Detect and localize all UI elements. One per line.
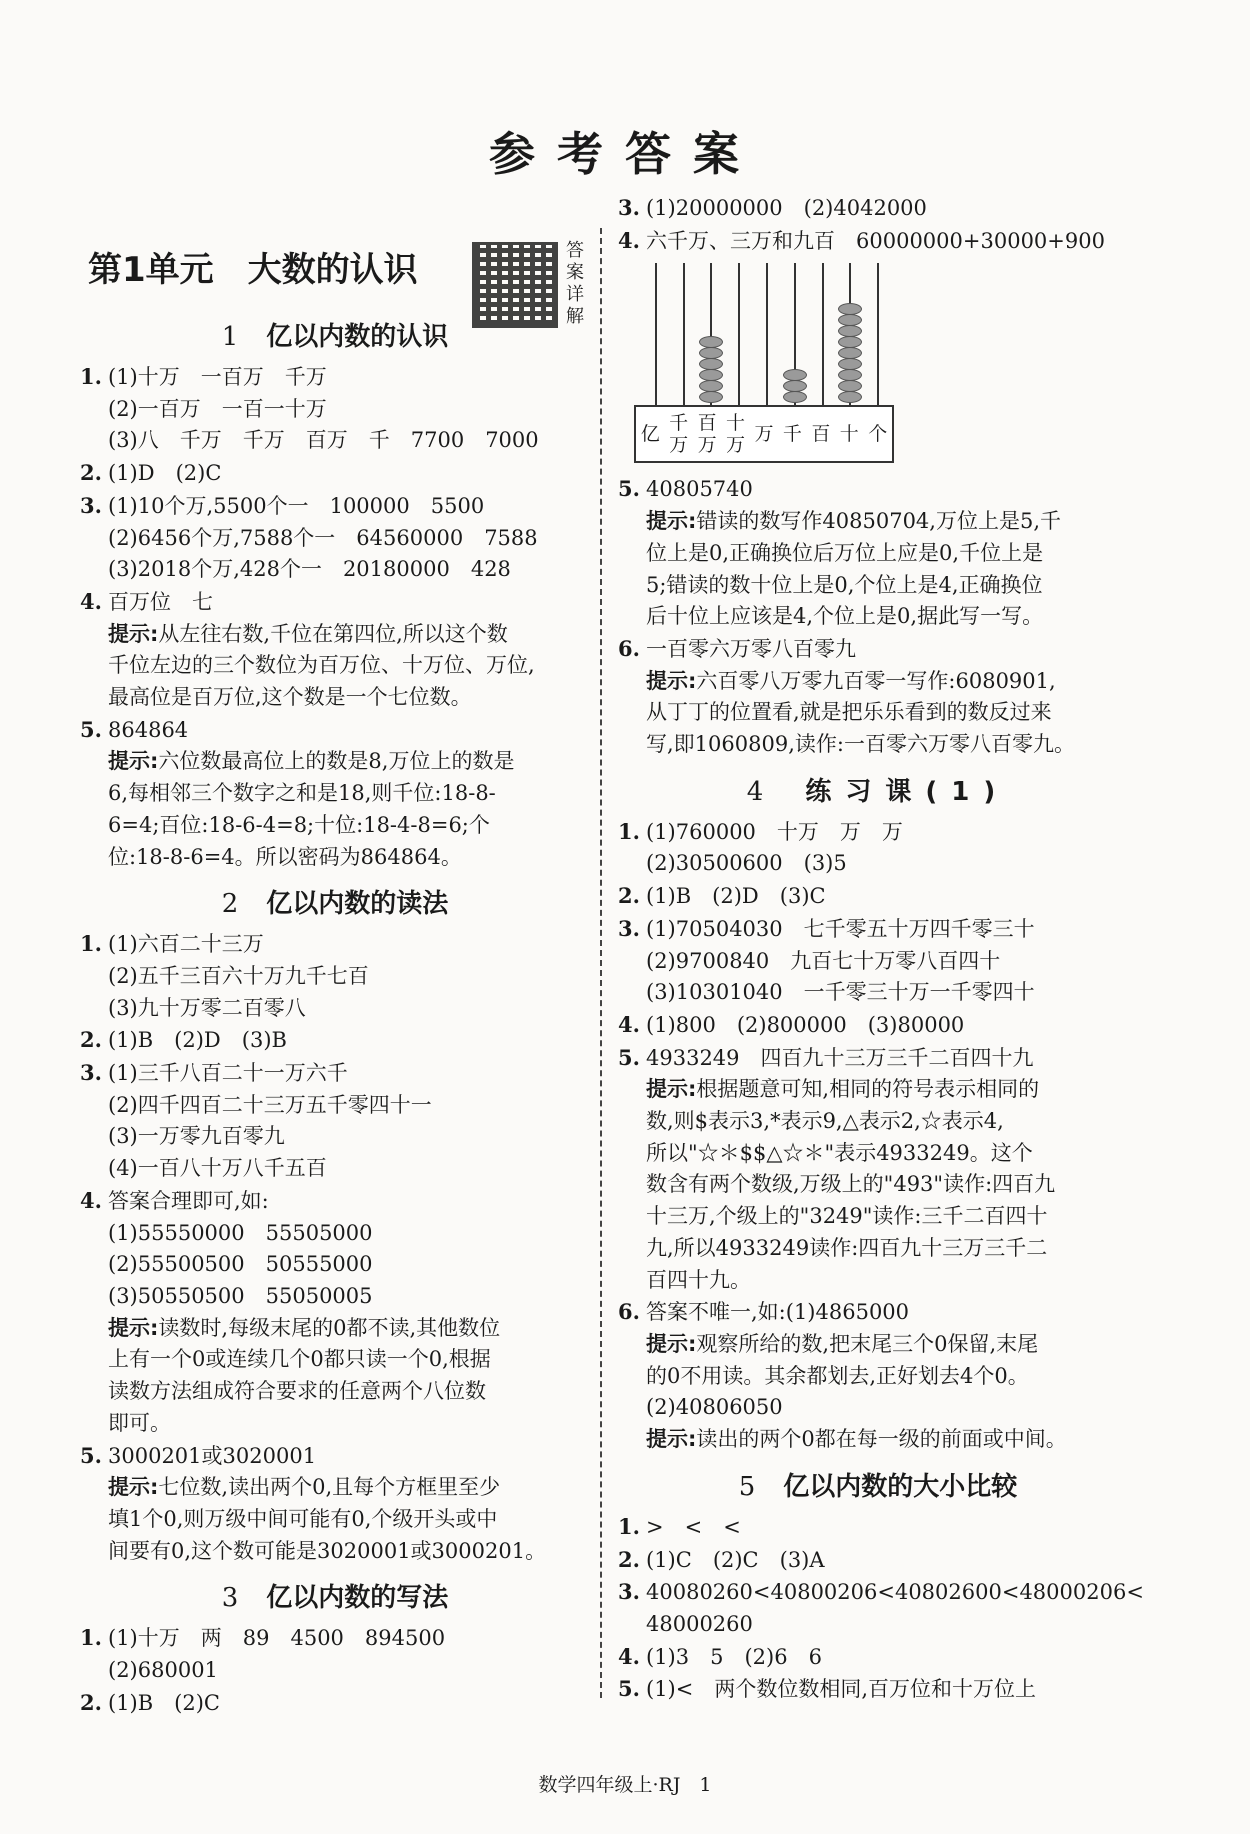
answer-text: 3000201或3020001 (108, 1443, 317, 1468)
question-number: 6. (618, 635, 640, 661)
answer-text: (1)六百二十三万 (108, 932, 264, 957)
question-number: 3. (618, 1579, 640, 1605)
answer-text: (1)10个万,5500个一 100000 5500 (108, 493, 485, 518)
answer-continuation: 数含有两个数级,万级上的"493"读作:四百九 (646, 1172, 1056, 1197)
answer-continuation: 位:18-8-6=4。所以密码为864864。 (108, 844, 462, 869)
question-number: 4. (80, 588, 102, 614)
section-heading (618, 771, 1138, 808)
answer-continuation: 所以"☆＊$$△☆＊"表示4933249。这个 (646, 1140, 1033, 1165)
qr-code-icon (472, 242, 558, 328)
answer-line (80, 1057, 590, 1090)
hint-label: 提示: (108, 621, 159, 646)
answer-continuation: 百四十九。 (646, 1267, 751, 1292)
question-number: 5. (618, 1044, 640, 1070)
abacus-place-label: 亿 (640, 423, 660, 446)
question-number: 3. (80, 1060, 102, 1086)
abacus-bead (838, 314, 862, 326)
hint-label: 提示: (646, 1077, 697, 1102)
answer-continuation: 十三万,个级上的"3249"读作:三千二百四十 (646, 1204, 1048, 1229)
abacus-rod (766, 263, 768, 405)
question-number: 5. (618, 476, 640, 502)
unit-name: 大数的认识 (247, 250, 418, 290)
question-number: 1. (618, 818, 640, 844)
answer-continuation: 读数方法组成符合要求的任意两个八位数 (108, 1379, 486, 1404)
answer-continuation: (2)四千四百二十三万五千零四十一 (108, 1092, 432, 1117)
question-number: 3. (618, 195, 640, 220)
answer-text: (1)十万 两 89 4500 894500 (108, 1626, 446, 1651)
answer-line (80, 1440, 590, 1473)
answer-text: (1)20000000 (2)4042000 (646, 196, 927, 220)
answer-continuation: (2)9700840 九百七十万零八百四十 (646, 948, 1001, 973)
answer-text: 864864 (108, 717, 189, 742)
question-number: 5. (80, 1442, 102, 1468)
answer-continuation: 填1个0,则万级中间可能有0,个级开头或中 (108, 1506, 498, 1531)
question-number: 2. (618, 1546, 640, 1572)
answer-continuation: 写,即1060809,读作:一百零六万零八百零九。 (646, 732, 1075, 757)
question-number: 2. (80, 1027, 102, 1053)
answer-line (618, 192, 1138, 225)
abacus-place-label: 百万 (697, 412, 717, 457)
answer-continuation: 位上是0,正确换位后万位上应是0,千位上是 (646, 540, 1044, 565)
question-number: 4. (618, 227, 640, 253)
answer-continuation: 6=4;百位:18-6-4=8;十位:18-4-8=6;个 (108, 812, 490, 837)
answer-text: 六千万、三万和九百 60000000+30000+900 (646, 228, 1105, 253)
answer-continuation: (3)50550500 55050005 (108, 1283, 373, 1308)
section-number: 4 (746, 776, 778, 807)
hint-line (618, 666, 1138, 698)
hint-label: 提示: (646, 509, 697, 534)
hint-text: 读出的两个0都在每一级的前面或中间。 (696, 1427, 1067, 1452)
answer-continuation: (2)五千三百六十万九千七百 (108, 963, 369, 988)
answer-line (80, 714, 590, 747)
hint-text: 错读的数写作40850704,万位上是5,千 (696, 509, 1062, 534)
answer-continuation: (2)680001 (108, 1658, 218, 1683)
answer-line (618, 1641, 1138, 1674)
answer-continuation: 从丁丁的位置看,就是把乐乐看到的数反过来 (646, 700, 1052, 725)
abacus-place-label: 百 (811, 423, 831, 446)
answer-text: (1)3 5 (2)6 6 (646, 1644, 822, 1669)
hint-text: 六位数最高位上的数是8,万位上的数是 (158, 749, 515, 774)
section-heading (80, 1577, 590, 1614)
page-footer: 数学四年级上·RJ 1 (538, 1774, 712, 1796)
answer-continuation: (2)一百万 一百一十万 (108, 396, 327, 421)
answer-text: (1)B (2)D (3)B (108, 1028, 287, 1053)
abacus-bead (838, 325, 862, 337)
abacus-rod (738, 263, 740, 405)
answer-continuation: (2)6456个万,7588个一 64560000 7588 (108, 525, 538, 550)
question-number: 6. (618, 1299, 640, 1325)
section-title: 亿以内数的认识 (266, 322, 449, 352)
answer-line (618, 633, 1138, 666)
right-answers-top (618, 192, 1138, 257)
answer-text: (1)C (2)C (3)A (646, 1547, 825, 1572)
question-number: 4. (618, 1643, 640, 1669)
hint-label: 提示: (646, 1331, 697, 1356)
section-number: 5 (738, 1471, 756, 1502)
question-number: 1. (618, 1513, 640, 1539)
abacus-bead (699, 347, 723, 359)
hint-text: 根据题意可知,相同的符号表示相同的 (696, 1077, 1040, 1102)
question-number: 2. (618, 883, 640, 909)
answer-continuation: 后十位上应该是4,个位上是0,据此写一写。 (646, 604, 1044, 629)
question-number: 1. (80, 931, 102, 957)
answer-text: 答案合理即可,如: (108, 1188, 269, 1213)
right-answers (618, 473, 1144, 1706)
hint-label: 提示: (108, 749, 159, 774)
answer-continuation: (2)40806050 (646, 1395, 783, 1420)
answer-text: (1)70504030 七千零五十万四千零三十 (646, 916, 1035, 941)
answer-line (618, 816, 1138, 849)
answer-line (80, 457, 590, 490)
hint-line (80, 746, 590, 778)
qr-label: 答案详解 (566, 240, 584, 327)
hint-text: 六百零八万零九百零一写作:6080901, (696, 668, 1056, 693)
answer-continuation: 九,所以4933249读作:四百九十三万三千二 (646, 1235, 1048, 1260)
answer-text: (1)760000 十万 万 万 (646, 819, 903, 844)
abacus-place-labels (634, 405, 894, 463)
answer-line (618, 1296, 1138, 1329)
question-number: 5. (618, 1676, 640, 1702)
answer-continuation: (4)一百八十万八千五百 (108, 1156, 327, 1181)
answer-line (618, 473, 1138, 506)
section-title: 亿以内数的读法 (266, 889, 449, 920)
answer-text: (1)800 (2)800000 (3)80000 (646, 1012, 965, 1037)
answer-line (80, 361, 590, 394)
abacus-bead (838, 347, 862, 359)
page-title: 参考答案 (489, 127, 761, 181)
left-column (80, 230, 590, 1719)
abacus-place-label: 千 (782, 423, 802, 446)
hint-line (618, 1329, 1138, 1361)
abacus-rod (655, 263, 657, 405)
answer-continuation: 48000260 (646, 1611, 753, 1636)
answer-continuation: (2)55500500 50555000 (108, 1252, 373, 1277)
section-title: 亿以内数的大小比较 (783, 1471, 1018, 1502)
answer-text: 40805740 (646, 477, 753, 502)
left-answers (80, 316, 590, 1719)
answer-continuation: (3)2018个万,428个一 20180000 428 (108, 557, 511, 582)
answer-text: (1)< 两个数位数相同,百万位和十万位上 (646, 1677, 1037, 1702)
hint-line (618, 1424, 1138, 1456)
abacus-place-label: 十 (839, 423, 859, 446)
answer-line (80, 490, 590, 523)
hint-text: 读数时,每级末尾的0都不读,其他数位 (158, 1315, 501, 1340)
question-number: 3. (80, 492, 102, 518)
answer-text: (1)三千八百二十一万六千 (108, 1061, 348, 1086)
answer-continuation: 的0不用读。其余都划去,正好划去4个0。 (646, 1363, 1029, 1388)
hint-line (80, 619, 590, 651)
hint-line (80, 1313, 590, 1345)
answer-line (80, 1024, 590, 1057)
hint-line (618, 1074, 1138, 1106)
answer-text: (1)十万 一百万 千万 (108, 365, 327, 389)
question-number: 4. (80, 1187, 102, 1213)
answer-text: 一百零六万零八百零九 (646, 636, 856, 661)
answer-line (618, 1042, 1138, 1075)
column-divider (600, 228, 602, 1698)
section-heading (80, 883, 590, 920)
section-title: 练习课(1) (805, 776, 1010, 807)
hint-text: 从左往右数,千位在第四位,所以这个数 (158, 621, 508, 646)
answer-continuation: (3)10301040 一千零三十万一千零四十 (646, 980, 1035, 1005)
section-number: 1 (221, 322, 239, 352)
answer-line (618, 1673, 1138, 1706)
abacus-bead (699, 358, 723, 370)
answer-line (618, 1511, 1138, 1544)
hint-line (618, 506, 1138, 538)
answer-line (618, 1576, 1144, 1609)
hint-label: 提示: (108, 1475, 159, 1500)
answer-line (618, 1544, 1138, 1577)
answer-line (80, 1185, 590, 1218)
abacus-place-label: 个 (868, 423, 888, 446)
answer-line (80, 586, 590, 619)
answer-line (80, 928, 590, 961)
abacus-rod (877, 263, 879, 405)
hint-line (80, 1472, 590, 1504)
answer-continuation: 间要有0,这个数可能是3020001或3000201。 (108, 1538, 547, 1563)
section-heading (618, 1466, 1138, 1503)
question-number: 2. (80, 1689, 102, 1715)
abacus-bead (838, 358, 862, 370)
answer-continuation: (3)九十万零二百零八 (108, 995, 306, 1020)
question-number: 2. (80, 460, 102, 486)
answer-continuation: (2)30500600 (3)5 (646, 851, 847, 876)
abacus-bead (838, 303, 862, 315)
right-column (618, 192, 1144, 1706)
answer-text: > < < (646, 1514, 741, 1539)
answer-continuation: 数,则$表示3,*表示9,△表示2,☆表示4, (646, 1109, 1004, 1134)
abacus-rod (822, 263, 824, 405)
hint-label: 提示: (646, 1427, 697, 1452)
section-number: 3 (221, 1583, 239, 1614)
answer-text: 4933249 四百九十三万三千二百四十九 (646, 1045, 1034, 1070)
answer-continuation: 最高位是百万位,这个数是一个七位数。 (108, 685, 472, 710)
answer-text: 40080260<40800206<40802600<48000206< (646, 1580, 1144, 1605)
answer-line (618, 1009, 1138, 1042)
answer-continuation: (1)55550000 55505000 (108, 1220, 373, 1245)
section-title: 亿以内数的写法 (266, 1583, 449, 1614)
answer-continuation: 即可。 (108, 1410, 171, 1435)
answer-text: (1)B (2)C (108, 1690, 220, 1715)
question-number: 4. (618, 1011, 640, 1037)
hint-text: 七位数,读出两个0,且每个方框里至少 (158, 1475, 501, 1500)
hint-label: 提示: (108, 1315, 159, 1340)
section-number: 2 (221, 889, 239, 920)
answer-continuation: 上有一个0或连续几个0都只读一个0,根据 (108, 1347, 491, 1372)
answer-continuation: 千位左边的三个数位为百万位、十万位、万位, (108, 653, 535, 678)
abacus-bead (699, 336, 723, 348)
question-number: 1. (80, 1625, 102, 1651)
answer-continuation: 6,每相邻三个数字之和是18,则千位:18-8- (108, 781, 496, 806)
answer-line (618, 225, 1138, 258)
hint-label: 提示: (646, 668, 697, 693)
answer-line (80, 1622, 590, 1655)
question-number: 3. (618, 915, 640, 941)
answer-text: 百万位 七 (108, 589, 213, 614)
unit-number: 第1单元 (88, 250, 214, 290)
answer-text: 答案不唯一,如:(1)4865000 (646, 1300, 910, 1325)
hint-text: 观察所给的数,把末尾三个0保留,末尾 (696, 1331, 1039, 1356)
question-number: 5. (80, 716, 102, 742)
question-number: 1. (80, 364, 102, 389)
abacus-bead (838, 336, 862, 348)
answer-continuation: 5;错读的数十位上是0,个位上是4,正确换位 (646, 572, 1043, 597)
answer-line (80, 1687, 590, 1720)
abacus-place-label: 万 (754, 423, 774, 446)
abacus-diagram (640, 263, 892, 457)
answer-line (618, 913, 1138, 946)
abacus-rod (683, 263, 685, 405)
answer-text: (1)B (2)D (3)C (646, 884, 826, 909)
answer-continuation: (3)一万零九百零九 (108, 1124, 285, 1149)
answer-text: (1)D (2)C (108, 461, 222, 486)
answer-line (618, 880, 1138, 913)
abacus-place-label: 千万 (669, 412, 689, 457)
answer-continuation: (3)八 千万 千万 百万 千 7700 7000 (108, 428, 539, 453)
abacus-place-label: 十万 (726, 412, 746, 457)
